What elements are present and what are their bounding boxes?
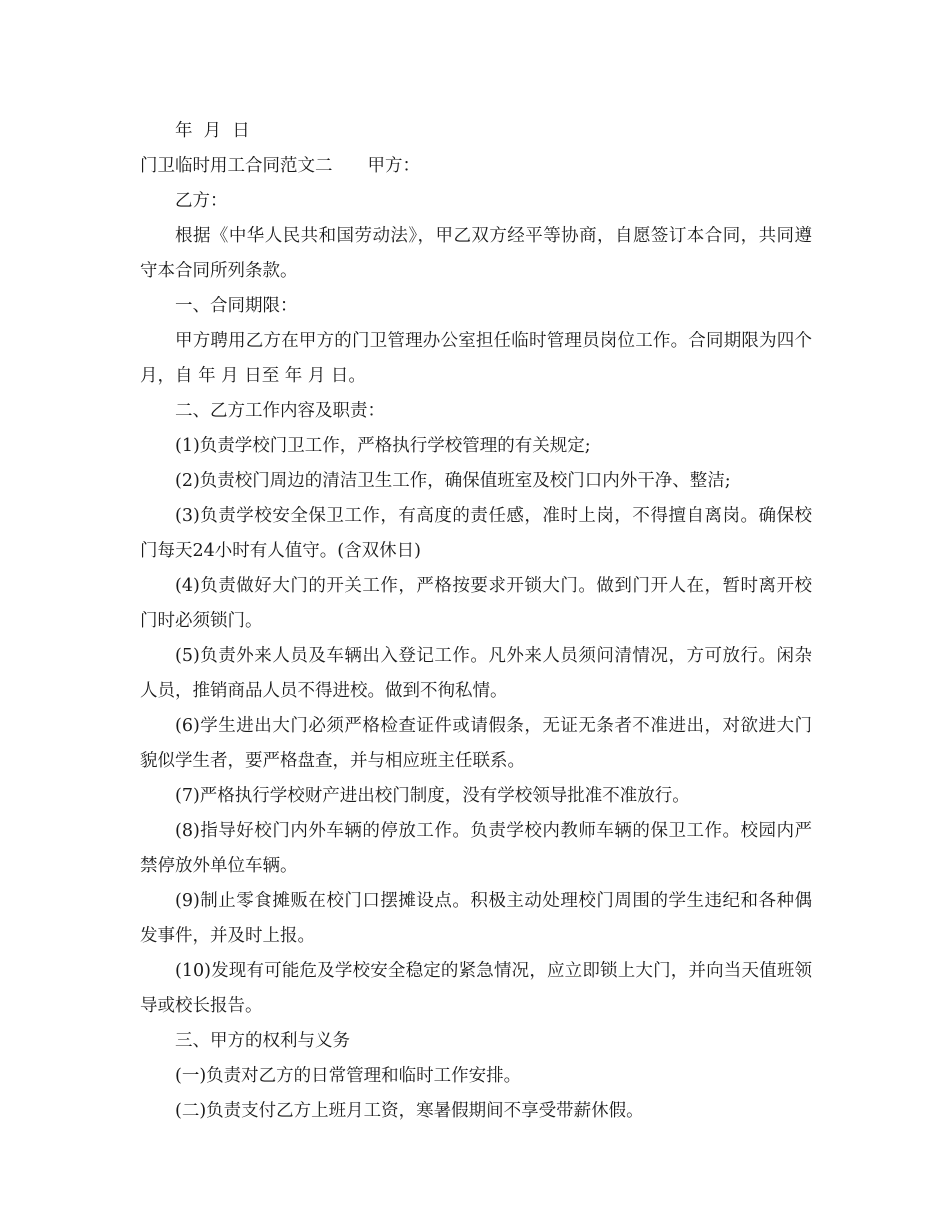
section-1-heading: 一、合同期限： <box>175 296 298 316</box>
duty-item-6: (6)学生进出大门必须严格检查证件或请假条，无证无条者不准进出，对欲进大门貌似学生者，要严格盘查，并与相应班主任联系。 <box>140 716 812 771</box>
duty-item-3: (3)负责学校安全保卫工作，有高度的责任感，准时上岗，不得擅自离岗。确保校门每天24小时有人值守。(含双休日) <box>140 506 812 561</box>
duty-item-5: (5)负责外来人员及车辆出入登记工作。凡外来人员须问清情况，方可放行。闲杂人员，推销商品人员不得进校。做到不徇私情。 <box>140 646 812 701</box>
duty-item-2: (2)负责校门周边的清洁卫生工作，确保值班室及校门口内外干净、整洁; <box>175 471 731 491</box>
date-line: 年 月 日 <box>175 121 250 141</box>
section-3-heading: 三、甲方的权利与义务 <box>175 1031 350 1051</box>
party-b-line: 乙方： <box>175 191 228 211</box>
duty-item-1: (1)负责学校门卫工作，严格执行学校管理的有关规定; <box>175 436 591 456</box>
right-item-2: (二)负责支付乙方上班月工资，寒暑假期间不享受带薪休假。 <box>175 1101 644 1121</box>
contract-title-line: 门卫临时用工合同范文二 甲方： <box>140 156 420 176</box>
duty-item-9: (9)制止零食摊贩在校门口摆摊设点。积极主动处理校门周围的学生违纪和各种偶发事件，并及时上报。 <box>140 891 812 946</box>
duty-item-7: (7)严格执行学校财产进出校门制度，没有学校领导批准不准放行。 <box>175 786 690 806</box>
document-body <box>140 114 812 1129</box>
right-item-1: (一)负责对乙方的日常管理和临时工作安排。 <box>175 1066 522 1086</box>
section-1-body: 甲方聘用乙方在甲方的门卫管理办公室担任临时管理员岗位工作。合同期限为四个月，自 年 月 日至 年 月 日。 <box>140 331 812 386</box>
preamble-paragraph: 根据《中华人民共和国劳动法》，甲乙双方经平等协商，自愿签订本合同，共同遵守本合同所列条款。 <box>140 226 812 281</box>
duty-item-10: (10)发现有可能危及学校安全稳定的紧急情况，应立即锁上大门，并向当天值班领导或校长报告。 <box>140 961 812 1016</box>
duty-item-4: (4)负责做好大门的开关工作，严格按要求开锁大门。做到门开人在，暂时离开校门时必须锁门。 <box>140 576 812 631</box>
duty-item-8: (8)指导好校门内外车辆的停放工作。负责学校内教师车辆的保卫工作。校园内严禁停放外单位车辆。 <box>140 821 812 876</box>
section-2-heading: 二、乙方工作内容及职责： <box>175 401 385 421</box>
